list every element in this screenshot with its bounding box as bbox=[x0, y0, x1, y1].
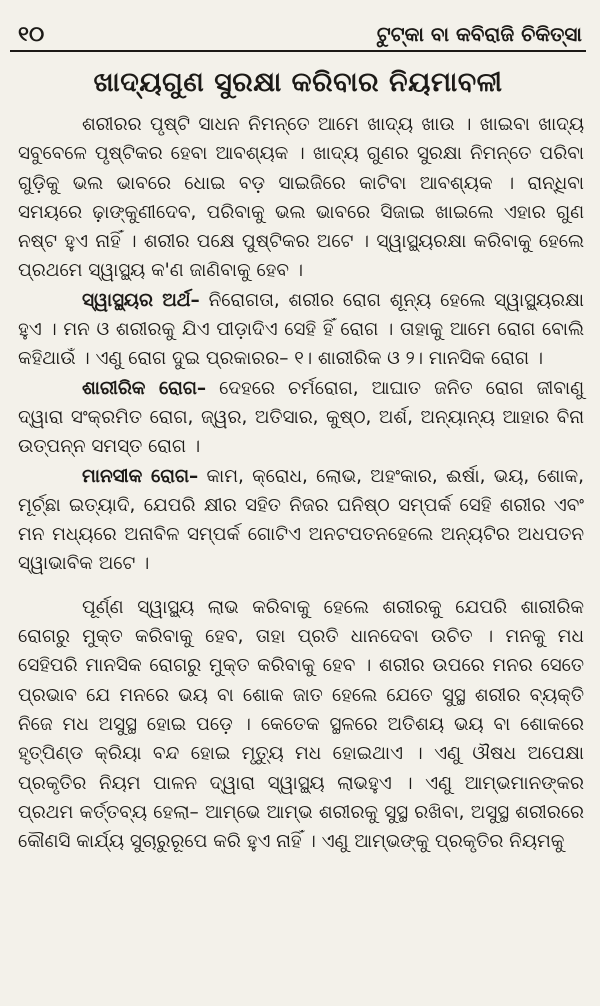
paragraph-health-meaning bbox=[18, 286, 584, 374]
health-meaning-heading: ସ୍ୱାସ୍ଥ୍ୟର ଅର୍ଥ– bbox=[82, 289, 200, 311]
book-title: ଟୁଟ୍‌କା ବା କବିରାଜି ଚିକିତ୍ସା bbox=[376, 22, 582, 46]
health-meaning-text: ନିରୋଗତା, ଶରୀର ରୋଗ ଶୂନ୍ୟ ହେଲେ ସ୍ୱାସ୍ଥ୍ୟରକ୍ଷା ହୁଏ । ମନ ଓ ଶରୀରକୁ ଯିଏ ପୀଡ଼ାଦିଏ ସେହି ହିଁ ରୋଗ । ତାହାକୁ ଆମେ ରୋଗ ବୋଲି କହିଥାଉଁ । ଏଣୁ ରୋଗ ଦୁଇ ପ୍ରକାରର– ୧। ଶାରୀରିକ ଓ ୨। ମାନସିକ ରୋଗ । bbox=[18, 289, 584, 370]
paragraph-full-health: ପୂର୍ଣ୍ଣ ସ୍ୱାସ୍ଥ୍ୟ ଲାଭ କରିବାକୁ ହେଲେ ଶରୀରକୁ ଯେପରି ଶାରୀରିକ ରୋଗରୁ ମୁକ୍ତ କରିବାକୁ ହେବ, ତାହା ପ୍ରତି ଧାନଦେବା ଉଚିତ । ମନକୁ ମଧ ସେହିପରି ମାନସିକ ରୋଗରୁ ମୁକ୍ତ କରିବାକୁ ହେବ । ଶରୀର ଉପରେ ମନର ସେତେ ପ୍ରଭାବ ଯେ ମନରେ ଭୟ ବା ଶୋକ ଜାତ ହେଲେ ଯେତେ ସୁସ୍ଥ ଶରୀର ବ୍ୟକ୍ତି ନିଜେ ମଧ ଅସୁସ୍ଥ ହୋଇ ପଡ଼େ । କେତେକ ସ୍ଥଳରେ ଅତିଶୟ ଭୟ ବା ଶୋକରେ ହୃତ୍‌ପିଣ୍ଡ କ୍ରିୟା ବନ୍ଦ ହୋଇ ମୃତ୍ୟୁ ମଧ ହୋଇଥାଏ । ଏଣୁ ଔଷଧ ଅପେକ୍ଷା ପ୍ରକୃତିର ନିୟମ ପାଳନ ଦ୍ୱାରା ସ୍ୱାସ୍ଥ୍ୟ ଲାଭହୁଏ । ଏଣୁ ଆମ୍ଭମାନଙ୍କର ପ୍ରଥମ କର୍ତ୍ତବ୍ୟ ହେଲା– ଆମ୍ଭେ ଆମ୍ଭ ଶରୀରକୁ ସୁସ୍ଥ ରଖିବା, ଅସୁସ୍ଥ ଶରୀରରେ କୌଣସି କାର୍ଯ୍ୟ ସୁଚାରୁରୂପେ କରି ହୁଏ ନାହିଁ । ଏଣୁ ଆମ୍ଭଙ୍କୁ ପ୍ରକୃତିର ନିୟମକୁ bbox=[18, 596, 584, 853]
physical-disease-heading: ଶାରୀରିକ ରୋଗ– bbox=[82, 377, 207, 399]
paragraph-gap bbox=[18, 579, 584, 593]
physical-disease-text: ଦେହରେ ଚର୍ମରୋଗ, ଆଘାତ ଜନିତ ରୋଗ ଜୀବାଣୁ ଦ୍ୱାରା ସଂକ୍ରମିତ ରୋଗ, ଜ୍ୱର, ଅତିସାର, କୁଷ୍ଠ, ଅର୍ଶ, ଅନ୍ୟାନ୍ୟ ଆହାର ବିନା ଉତ୍ପନ୍ନ ସମସ୍ତ ରୋଗ । bbox=[18, 377, 584, 458]
chapter-title: ଖାଦ୍ୟଗୁଣ ସୁରକ୍ଷା କରିବାର ନିୟମାବଳୀ bbox=[93, 67, 503, 98]
body-text bbox=[10, 110, 586, 856]
paragraph-physical-disease bbox=[18, 374, 584, 462]
paragraph-mental-disease bbox=[18, 462, 584, 579]
page-number: ୧୦ bbox=[18, 22, 45, 46]
paragraph-intro: ଶରୀରର ପୃଷ୍ଟି ସାଧନ ନିମନ୍ତେ ଆମେ ଖାଦ୍ୟ ଖାଉ । ଖାଇବା ଖାଦ୍ୟ ସବୁବେଳେ ପୃଷ୍ଟିକର ହେବା ଆବଶ୍ୟକ । ଖାଦ୍ୟ ଗୁଣର ସୁରକ୍ଷା ନିମନ୍ତେ ପରିବା ଗୁଡ଼ିକୁ ଭଲ ଭାବରେ ଧୋଇ ବଡ଼ ସାଇଜିରେ କାଟିବା ଆବଶ୍ୟକ । ରାନ୍ଧିବା ସମୟରେ ଢ଼ାଙ୍କୁଣୀଦେବ, ପରିବାକୁ ଭଲ ଭାବରେ ସିଜାଇ ଖାଇଲେ ଏହାର ଗୁଣ ନଷ୍ଟ ହୁଏ ନାହିଁ । ଶରୀର ପକ୍ଷେ ପୁଷ୍ଟିକର ଅଟେ । ସ୍ୱାସ୍ଥ୍ୟରକ୍ଷା କରିବାକୁ ହେଲେ ପ୍ରଥମେ ସ୍ୱାସ୍ଥ୍ୟ କ'ଣ ଜାଣିବାକୁ ହେବ । bbox=[18, 114, 584, 282]
mental-disease-text: କାମ, କ୍ରୋଧ, ଲୋଭ, ଅହଂକାର, ଈର୍ଷା, ଭୟ, ଶୋକ, ମୂର୍ଚ୍ଛା ଇତ୍ୟାଦି, ଯେପରି କ୍ଷୀର ସହିତ ନିଜର ଘନିଷ୍ଠ ସମ୍ପର୍କ ସେହି ଶରୀର ଏବଂ ମନ ମଧ୍ୟରେ ଅନାବିଳ ସମ୍ପର୍କ ଗୋଟିଏ ଅନଟପତନହେଲେ ଅନ୍ୟଟିର ଅଧପତନ ସ୍ୱାଭାବିକ ଅଟେ । bbox=[18, 465, 584, 575]
mental-disease-heading: ମାନସୀକ ରୋଗ– bbox=[82, 465, 199, 487]
running-header bbox=[10, 22, 586, 52]
